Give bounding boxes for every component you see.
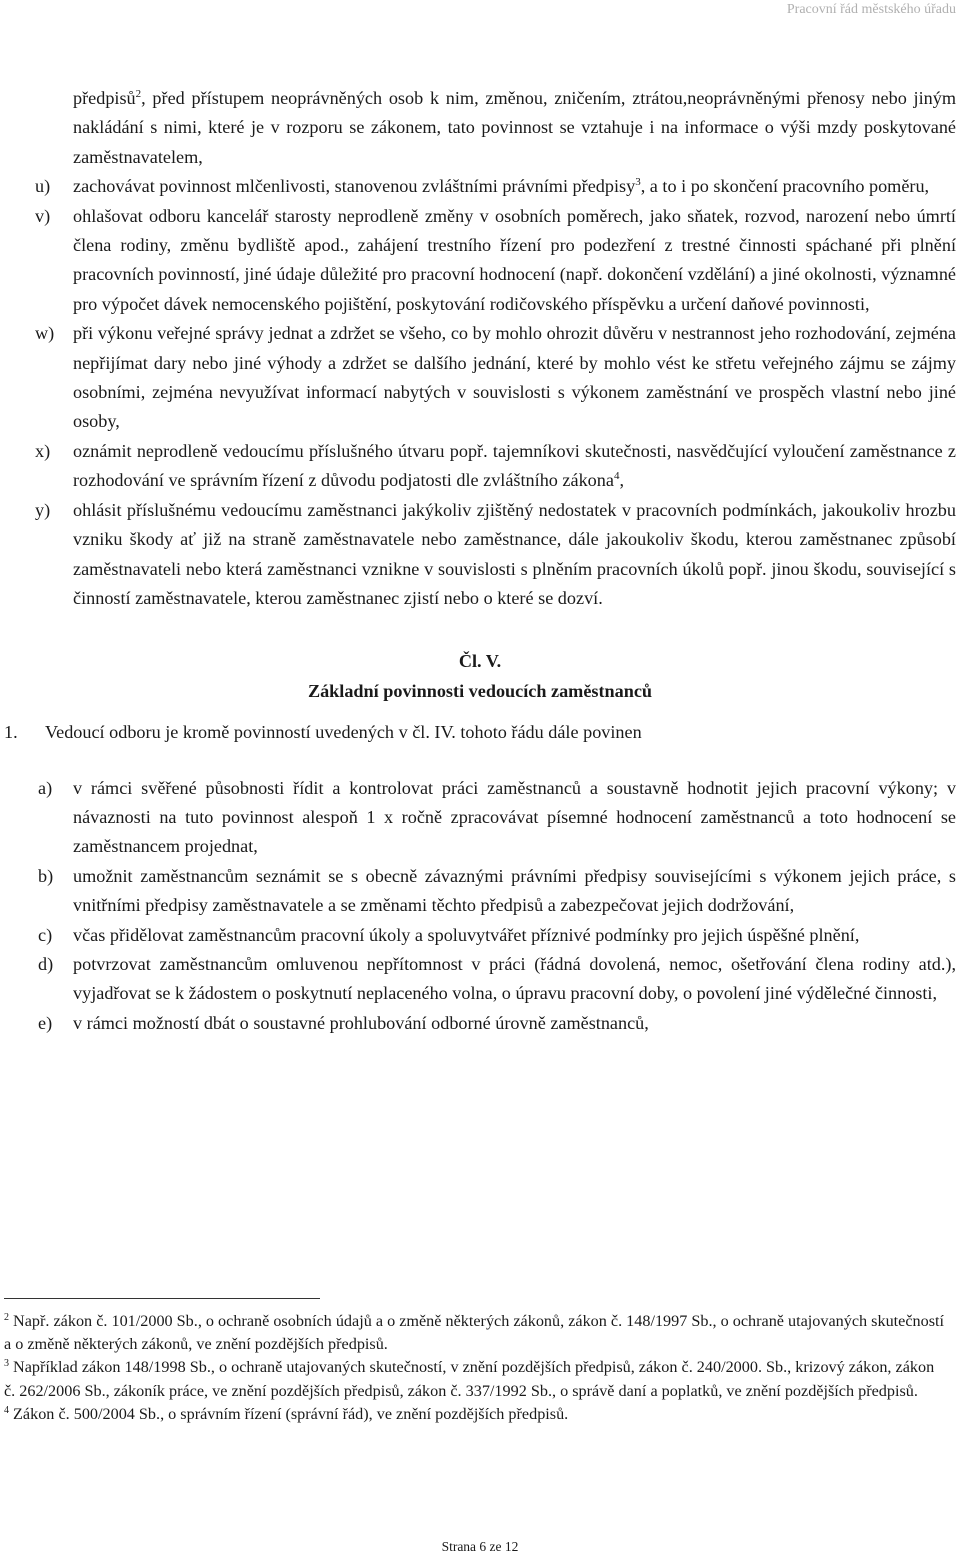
paragraph-text: Vedoucí odboru je kromě povinností uvedených v čl. IV. tohoto řádu dále povinen	[45, 722, 642, 743]
article-title: Základní povinnosti vedoucích zaměstnanců	[307, 680, 653, 701]
list-item	[0, 496, 960, 614]
paragraph-number: 1.	[4, 722, 18, 743]
list-item	[0, 437, 960, 496]
list-item-text: zachovávat povinnost mlčenlivosti, stanovenou zvláštními právními předpisy	[73, 176, 636, 197]
article-number: Čl. V.	[458, 651, 502, 672]
list-item-label: v)	[35, 205, 51, 226]
sub-list-item-text: potvrzovat zaměstnancům omluvenou nepřítomnost v práci (řádná dovolená, nemoc, ošetřování člena rodiny atd.), vyjadřovat se k žádostem o poskytnutí neplaceného volna, o úpravu pracovní doby, o povolení jiné výdělečné činnosti,	[73, 953, 956, 1004]
sub-list-item-label: b)	[38, 865, 54, 886]
page-header: Pracovní řád městského úřadu	[786, 2, 956, 17]
sub-list-item	[0, 1009, 960, 1038]
sub-list-item-label: e)	[38, 1012, 53, 1033]
intro-text-b: , před přístupem neoprávněných osob k nim, změnou, zničením, ztrátou,neoprávněnými přenosy nebo jiným nakládání s nimi, které je v rozporu se zákonem, tato povinnost se vztahuje i na informace o výši mzdy poskytované zaměstnavatelem,	[73, 88, 956, 167]
footnote-number: 3	[4, 1358, 9, 1370]
intro-continuation	[73, 84, 956, 172]
list-item-text: oznámit neprodleně vedoucímu příslušného útvaru popř. tajemníkovi skutečnosti, nasvědčující vyloučení zaměstnance z rozhodování ve správním řízení z důvodu podjatosti dle zvláštního zákona	[73, 440, 956, 491]
list-item-text: ,	[619, 470, 624, 491]
intro-text-a: předpisů	[73, 88, 136, 108]
list-item-text: , a to i po skončení pracovního poměru,	[640, 176, 930, 197]
footnote-text: Například zákon 148/1998 Sb., o ochraně utajovaných skutečností, v znění pozdějších předpisů, zákon č. 240/2000. Sb., krizový zákon, zákon č. 262/2006 Sb., zákoník práce, ve znění pozdějších předpisů, zákon č. 337/1992 Sb., o správě daní a poplatků, ve znění pozdějších předpisů.	[4, 1358, 935, 1400]
sub-list-item-text: v rámci svěřené působnosti řídit a kontrolovat práci zaměstnanců a soustavně hodnotit jejich pracovní výkony; v návaznosti na tuto povinnost alespoň 1 x ročně zpracovávat písemné hodnocení zaměstnanců a toto hodnocení se zaměstnancem projednat,	[73, 777, 956, 857]
list-item	[0, 202, 960, 320]
sub-list	[0, 774, 960, 1039]
footnote-divider	[4, 1298, 320, 1299]
sub-list-item	[0, 862, 960, 921]
sub-list-item	[0, 921, 960, 950]
footnote	[4, 1356, 946, 1402]
footnote-ref[interactable]: 4	[613, 470, 620, 483]
sub-list-item	[0, 950, 960, 1009]
list-item-label: w)	[35, 323, 55, 344]
sub-list-item-text: umožnit zaměstnancům seznámit se s obecně závaznými právními předpisy souvisejícími s výkonem jejich práce, s vnitřními předpisy zaměstnavatele a se změnami těchto předpisů a zabezpečovat jejich dodržování,	[73, 865, 956, 916]
paragraph-1	[0, 718, 960, 747]
footnote	[4, 1403, 946, 1426]
list-item-text: ohlašovat odboru kancelář starosty neprodleně změny v osobních poměrech, jako sňatek, rozvod, narození nebo úmrtí člena rodiny, změnu bydliště apod., zahájení trestního řízení pro podezření z trestné činnosti spáchané při plnění pracovních povinností, jiné údaje důležité pro pracovní hodnocení (např. dokončení vzdělání) a jiné okolnosti, významné pro výpočet dávek nemocenského pojištění, poskytování rodičovského příspěvku a určení daňové povinnosti,	[73, 205, 956, 314]
footnote-ref[interactable]: 2	[135, 88, 142, 100]
sub-list-item-label: c)	[38, 924, 53, 945]
list-item-label: x)	[35, 440, 51, 461]
sub-list-item-label: d)	[38, 953, 54, 974]
footnote	[4, 1310, 946, 1356]
footnotes	[4, 1298, 946, 1426]
footnote-ref[interactable]: 3	[635, 176, 641, 189]
page-number: Strana 6 ze 12	[441, 1539, 519, 1554]
footnote-number: 4	[4, 1404, 9, 1416]
list-item-text: při výkonu veřejné správy jednat a zdržet se všeho, co by mohlo ohrozit důvěru v nestrannost jeho rozhodování, zejména nepřijímat dary nebo jiné výhody a zdržet se dalšího jednání, které by mohlo vést ke střetu veřejného zájmu se zájmy osobními, zejména nevyužívat informací nabytých v souvislosti s výkonem zaměstnání ve prospěch vlastní nebo jiné osoby,	[73, 323, 956, 432]
sub-list-item-text: v rámci možností dbát o soustavné prohlubování odborné úrovně zaměstnanců,	[73, 1012, 649, 1033]
sub-list-item-label: a)	[38, 777, 53, 798]
list-item-text: ohlásit příslušnému vedoucímu zaměstnanci jakýkoliv zjištěný nedostatek v pracovních podmínkách, jakoukoliv hrozbu vzniku škody ať již na straně zaměstnavatele nebo zaměstnance, dále jakoukoliv škodu, kterou zaměstnanec způsobí zaměstnavateli nebo která zaměstnanci vznikne v souvislosti s plněním pracovních úkolů popř. jinou škodu, související s činností zaměstnavatele, kterou zaměstnanec zjistí nebo o které se dozví.	[73, 499, 956, 608]
list-item	[0, 172, 960, 201]
document-body	[0, 84, 960, 1038]
footnote-text: Např. zákon č. 101/2000 Sb., o ochraně osobních údajů a o změně některých zákonů, zákon č. 148/1997 Sb., o ochraně utajovaných skutečností a o změně některých zákonů, ve znění pozdějších předpisů.	[4, 1312, 945, 1354]
footnote-text: Zákon č. 500/2004 Sb., o správním řízení (správní řád), ve znění pozdějších předpisů.	[13, 1404, 569, 1423]
list-item	[0, 319, 960, 437]
list-item-label: u)	[35, 176, 51, 197]
footnote-number: 2	[4, 1312, 9, 1323]
sub-list-item-text: včas přidělovat zaměstnancům pracovní úkoly a spoluvytvářet příznivé podmínky pro jejich úspěšné plnění,	[73, 924, 860, 945]
list-item-label: y)	[35, 499, 51, 520]
sub-list-item	[0, 774, 960, 862]
